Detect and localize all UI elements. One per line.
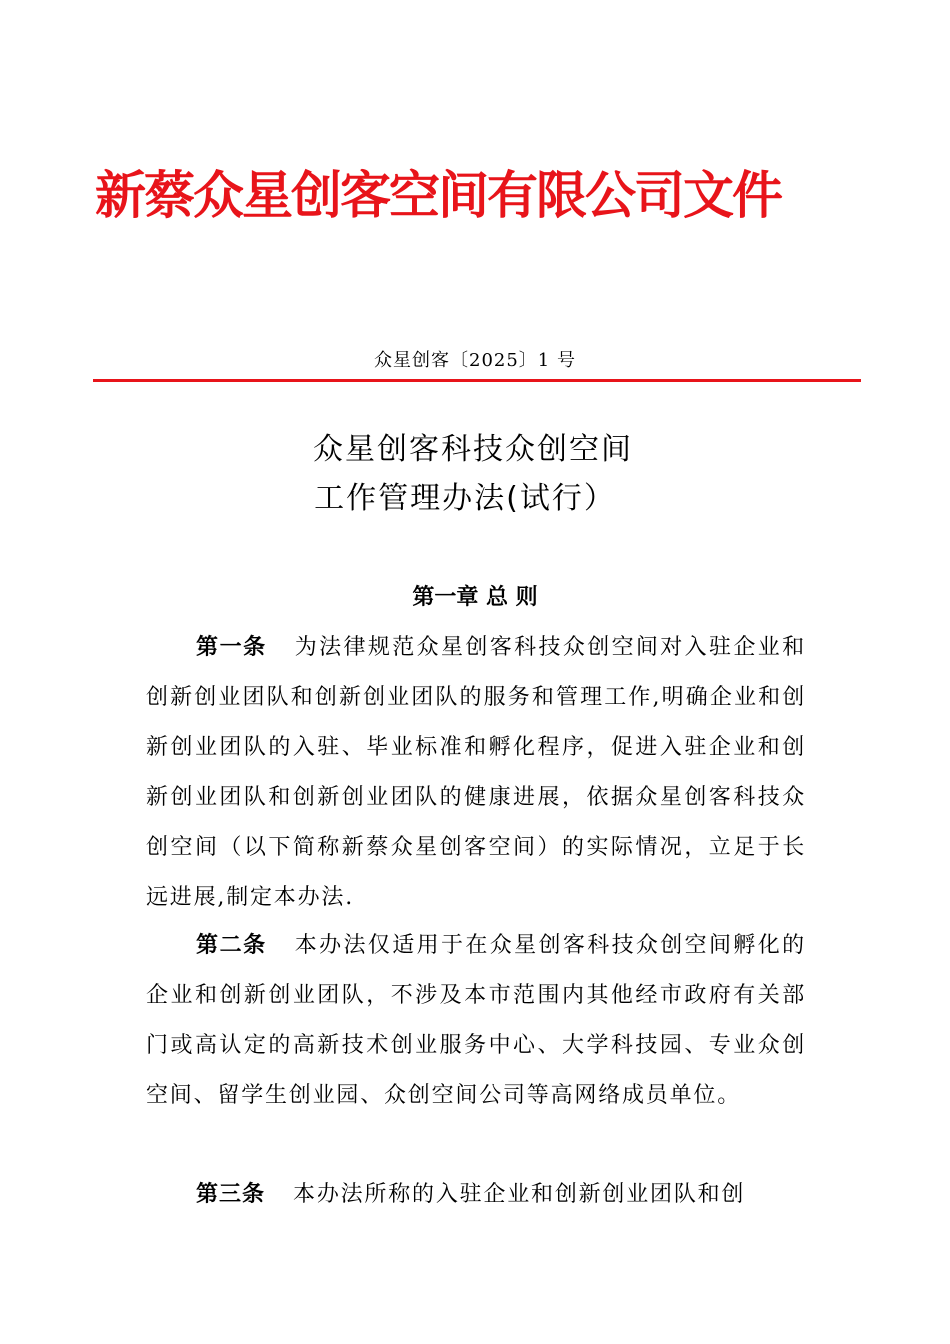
article-2: [146, 921, 806, 1121]
article-2-text: 本办法仅适用于在众星创客科技众创空间孵化的企业和创新创业团队，不涉及本市范围内其他经市政府有关部门或高认定的高新技术创业服务中心、大学科技园、专业众创空间、留学生创业园、众创空间公司等高网络成员单位。: [146, 933, 806, 1108]
article-1-label: 第一条: [196, 635, 267, 660]
article-1-text: 为法律规范众星创客科技众创空间对入驻企业和创新创业团队和创新创业团队的服务和管理工作,明确企业和创新创业团队的入驻、毕业标准和孵化程序，促进入驻企业和创新创业团队和创新创业团队的健康进展，依据众星创客科技众创空间（以下简称新蔡众星创客空间）的实际情况，立足于长远进展,制定本办法.: [146, 635, 806, 910]
document-title-line-1: 众星创客科技众创空间: [313, 432, 633, 467]
document-number: 众星创客〔2025〕1 号: [374, 350, 576, 371]
article-1: [146, 623, 806, 923]
masthead-title: 新蔡众星创客空间有限公司文件: [95, 167, 782, 226]
article-3: [146, 1170, 806, 1220]
article-3-text: 本办法所称的入驻企业和创新创业团队和创: [293, 1182, 746, 1207]
red-divider-rule: [93, 379, 861, 382]
document-title-line-2: 工作管理办法(试行）: [314, 481, 616, 516]
article-3-label: 第三条: [196, 1182, 266, 1207]
chapter-heading: 第一章 总 则: [412, 585, 538, 610]
article-2-label: 第二条: [196, 933, 267, 958]
